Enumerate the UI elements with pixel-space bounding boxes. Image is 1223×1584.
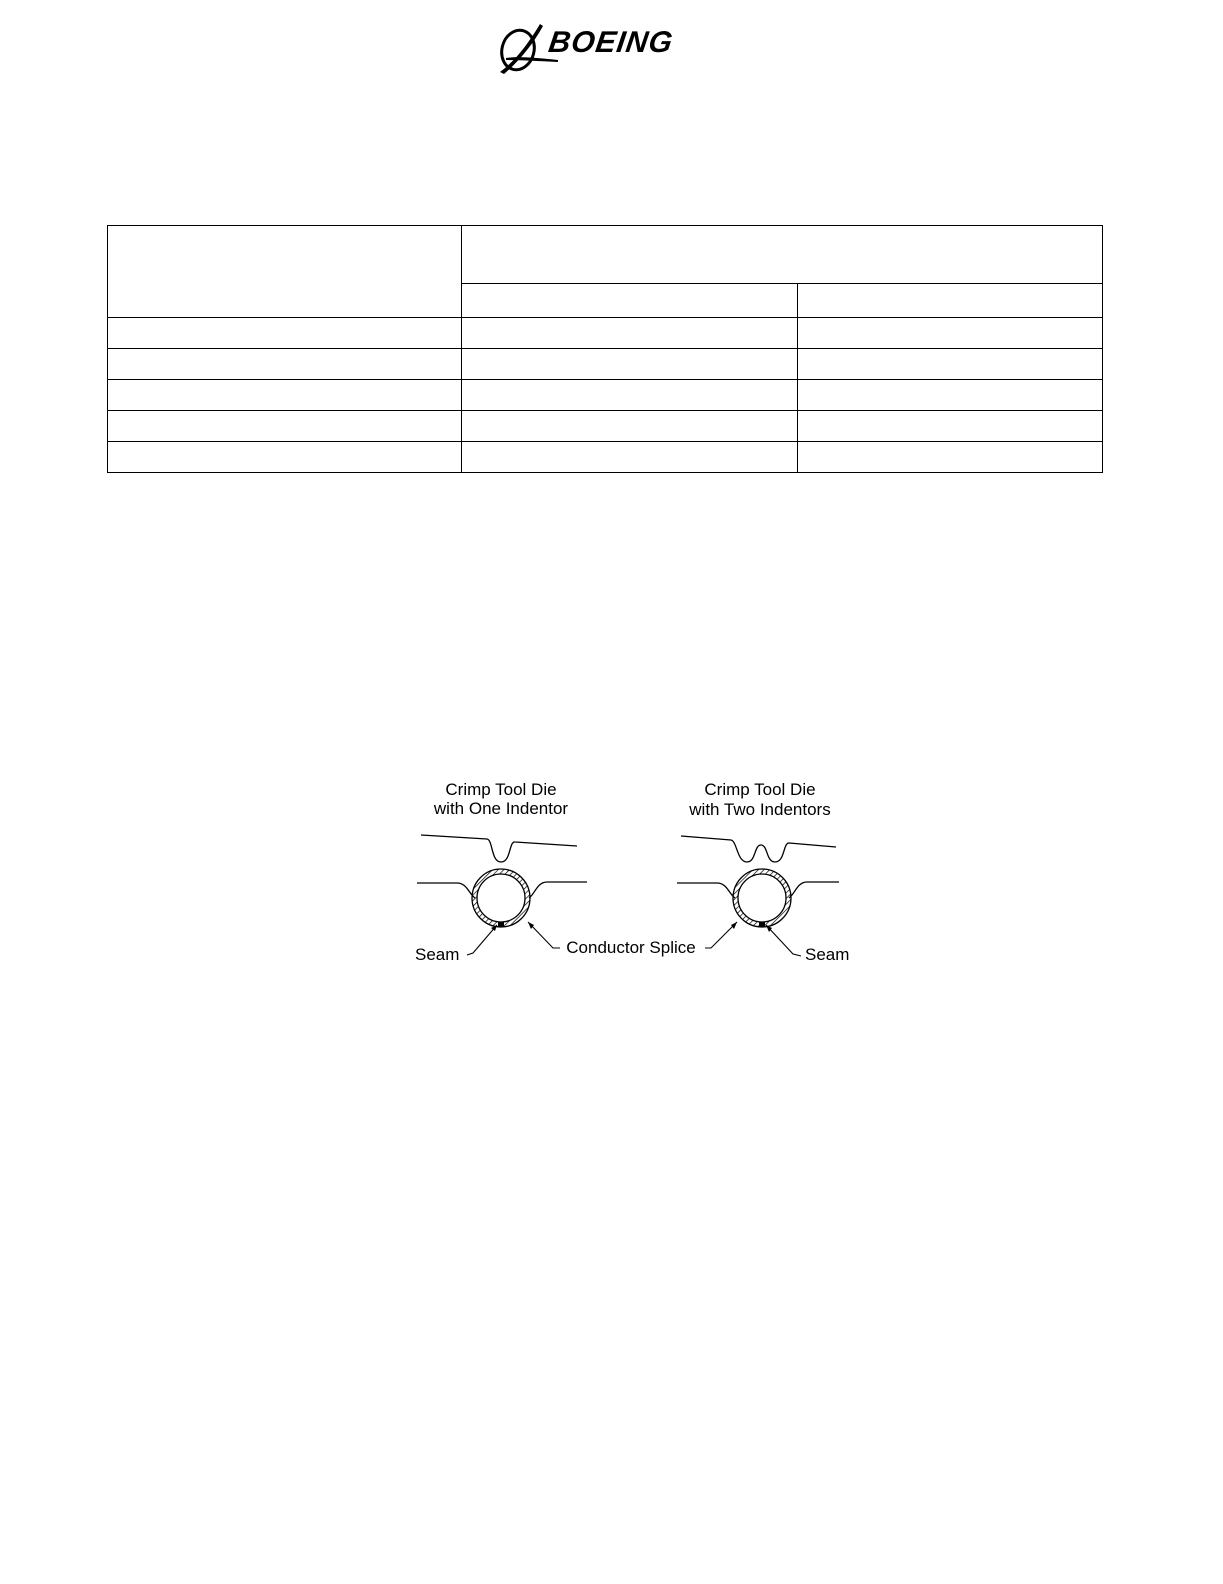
table-cell (798, 442, 1103, 473)
table-subheader-cell (462, 284, 798, 318)
svg-text:BOEING: BOEING (546, 26, 676, 59)
table-row (108, 349, 1103, 380)
table-cell (798, 349, 1103, 380)
left-seam-mark (498, 922, 504, 927)
table-row (108, 318, 1103, 349)
table-row (108, 442, 1103, 473)
boeing-symbol-icon (496, 20, 728, 76)
table-cell (108, 349, 462, 380)
right-die-title-line2: with Two Indentors (689, 800, 831, 819)
table-cell (462, 380, 798, 411)
splice-left-leader (528, 922, 560, 948)
right-lower-die (677, 883, 735, 898)
table-header-cell (462, 226, 1103, 284)
data-table (107, 225, 1103, 473)
table-header-cell (108, 226, 462, 318)
crimp-die-figure (405, 770, 865, 975)
crimp-die-diagram (405, 770, 865, 975)
seam-left-label: Seam (415, 945, 460, 964)
conductor-splice-label: Conductor Splice (566, 938, 696, 957)
table-cell (108, 411, 462, 442)
table-cell (798, 411, 1103, 442)
table-row (108, 411, 1103, 442)
table-subheader-cell (798, 284, 1103, 318)
table-cell (462, 411, 798, 442)
splice-right-leader (705, 922, 737, 948)
seam-right-label: Seam (805, 945, 850, 964)
left-upper-die (421, 835, 577, 862)
table-cell (108, 442, 462, 473)
left-lower-die (417, 883, 475, 898)
right-seam-mark (759, 922, 765, 927)
table-cell (462, 442, 798, 473)
table-cell (108, 380, 462, 411)
left-die-title-line2: with One Indentor (433, 799, 569, 818)
right-die-title-line1: Crimp Tool Die (704, 780, 816, 799)
right-upper-die (681, 836, 836, 862)
seam-left-leader (467, 925, 497, 955)
boeing-logo (496, 20, 728, 76)
table-header-row (108, 226, 1103, 284)
table-cell (462, 318, 798, 349)
table-cell (798, 318, 1103, 349)
left-die-title-line1: Crimp Tool Die (445, 780, 557, 799)
table-cell (798, 380, 1103, 411)
table-row (108, 380, 1103, 411)
table-cell (108, 318, 462, 349)
seam-right-leader (766, 925, 801, 956)
table-cell (462, 349, 798, 380)
